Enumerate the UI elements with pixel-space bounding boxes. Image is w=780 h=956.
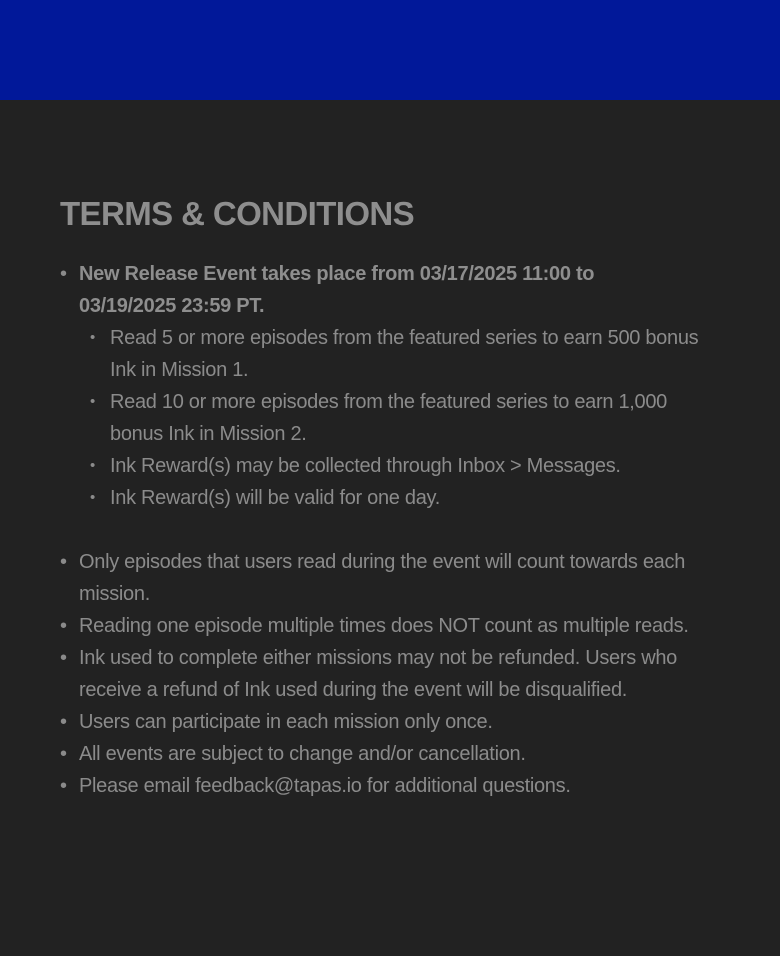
mission-detail-item: • Ink Reward(s) will be valid for one day. bbox=[79, 482, 720, 514]
terms-section bbox=[0, 195, 780, 802]
rule-item: • Only episodes that users read during the event will count towards each mission. bbox=[60, 546, 720, 610]
top-banner bbox=[0, 0, 780, 100]
mission-detail-item: • Ink Reward(s) may be collected through Inbox > Messages. bbox=[79, 450, 720, 482]
event-period-text bbox=[79, 258, 720, 322]
event-period-line1: New Release Event takes place from 03/17/2025 11:00 to bbox=[79, 263, 595, 285]
mission-detail-item: • Read 5 or more episodes from the featured series to earn 500 bonus Ink in Mission 1. bbox=[79, 322, 720, 386]
mission-detail-item: • Read 10 or more episodes from the featured series to earn 1,000 bonus Ink in Mission 2. bbox=[79, 386, 720, 450]
spacer bbox=[79, 514, 720, 546]
rule-item: • Ink used to complete either missions may not be refunded. Users who receive a refund of Ink used during the event will be disqualified. bbox=[60, 642, 720, 706]
terms-title: TERMS & CONDITIONS bbox=[60, 195, 415, 232]
mission-details-list bbox=[79, 322, 720, 514]
rule-item: • Users can participate in each mission only once. bbox=[60, 706, 720, 738]
rule-item: • Please email feedback@tapas.io for additional questions. bbox=[60, 770, 720, 802]
rule-item: • Reading one episode multiple times does NOT count as multiple reads. bbox=[60, 610, 720, 642]
terms-list bbox=[60, 258, 720, 802]
event-period-line2: 03/19/2025 23:59 PT. bbox=[79, 295, 265, 317]
event-period-item bbox=[60, 258, 720, 546]
rule-item: • All events are subject to change and/or cancellation. bbox=[60, 738, 720, 770]
